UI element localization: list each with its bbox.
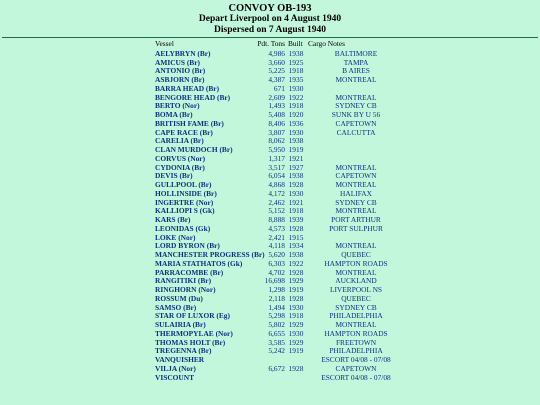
notes-cell: MONTREAL [335, 180, 377, 189]
tons-cell: 5,408 [268, 110, 285, 119]
tons-cell: 1,493 [268, 101, 285, 111]
notes-cell: PHILADELPHIA [329, 311, 383, 321]
built-cell: 1928 [288, 293, 304, 303]
built-cell: 1929 [288, 320, 304, 329]
notes-cell: PORT ARTHUR [331, 215, 381, 224]
notes-cell: CAPETOWN [335, 363, 377, 373]
built-cell: 1930 [288, 127, 304, 137]
vessel-cell: MARIA STATHATOS (Gk) [155, 258, 243, 268]
tons-cell: 5,802 [268, 320, 285, 329]
built-cell: 1934 [288, 241, 304, 251]
built-cell: 1928 [288, 363, 304, 373]
built-cell: 1928 [288, 223, 304, 233]
vessel-cell: BARRA HEAD (Br) [155, 83, 220, 93]
built-cell: 1922 [288, 258, 304, 268]
tons-cell: 4,387 [268, 75, 285, 84]
built-cell: 1918 [288, 66, 304, 76]
tons-cell: 2,421 [268, 232, 285, 242]
tons-cell: 6,655 [268, 328, 285, 338]
vessel-cell: DEVIS (Br) [155, 171, 193, 181]
built-cell: 1921 [288, 197, 304, 207]
built-cell: 1938 [288, 171, 304, 181]
depart-line: Depart Liverpool on 4 August 1940 [198, 14, 342, 24]
vessel-cell: ROSSUM (Du) [155, 293, 203, 303]
notes-cell: MONTREAL [335, 320, 377, 329]
built-cell: 1918 [288, 311, 304, 321]
vessel-cell: KALLIOPI S (Gk) [155, 206, 215, 216]
vessel-cell: RANGITIKI (Br) [155, 276, 212, 286]
tons-cell: 3,660 [268, 57, 285, 67]
vessel-cell: SAMSO (Br) [155, 302, 197, 312]
notes-cell: HALIFAX [340, 188, 372, 198]
built-cell: 1929 [288, 276, 304, 286]
vessel-cell: KARS (Br) [155, 215, 191, 224]
vessel-cell: LOKE (Nor) [155, 232, 196, 242]
tons-cell: 1,494 [268, 302, 285, 312]
notes-cell: TAMPA [343, 57, 369, 67]
notes-cell: HAMPTON ROADS [324, 258, 388, 268]
built-cell: 1936 [288, 118, 304, 128]
built-cell: 1921 [288, 153, 304, 163]
notes-cell: QUEBEC [341, 293, 371, 303]
vessel-cell: CARELIA (Br) [155, 136, 204, 146]
built-cell: 1915 [288, 232, 304, 242]
notes-cell: AUCKLAND [335, 276, 377, 286]
notes-cell: MONTREAL [335, 206, 377, 216]
built-cell: 1927 [288, 162, 304, 172]
tons-cell: 5,152 [268, 206, 285, 216]
notes-cell: BALTIMORE [334, 48, 378, 58]
vessel-cell: BERTO (Nor) [155, 101, 200, 111]
vessel-cell: CORVUS (Nor) [155, 153, 206, 163]
tons-cell: 8,062 [268, 136, 285, 146]
vessel-cell: THERMOPYLAE (Nor) [155, 328, 233, 338]
dispersed-line: Dispersed on 7 August 1940 [214, 25, 326, 35]
vessel-cell: RINGHORN (Nor) [155, 285, 216, 294]
table-row [0, 374, 540, 383]
vessel-cell: LEONIDAS (Gk) [155, 223, 211, 233]
vessel-cell: AMICUS (Br) [155, 57, 200, 67]
built-cell: 1930 [288, 188, 304, 198]
tons-cell: 5,298 [268, 311, 285, 321]
notes-cell: SYDNEY CB [335, 101, 377, 111]
tons-cell: 3,517 [268, 162, 285, 172]
notes-cell: QUEBEC [341, 250, 371, 259]
notes-cell: B AIRES [342, 66, 370, 76]
tons-cell: 3,585 [268, 337, 285, 347]
vessel-cell: HOLLINSIDE (Br) [155, 188, 217, 198]
column-header-tons: Pdt. Tons [257, 39, 285, 48]
vessel-cell: BENGORE HEAD (Br) [155, 92, 231, 102]
notes-cell: PHILADELPHIA [329, 346, 383, 356]
built-cell: 1925 [288, 57, 304, 67]
built-cell: 1938 [288, 48, 304, 58]
notes-cell: SUNK BY U 56 [331, 110, 381, 119]
tons-cell: 8,888 [268, 215, 285, 224]
tons-cell: 5,225 [268, 66, 285, 76]
column-header-built: Built [288, 39, 303, 48]
vessel-cell: VISCOUNT [155, 372, 195, 382]
built-cell: 1919 [288, 285, 304, 294]
tons-cell: 1,317 [268, 153, 285, 163]
vessel-cell: BOMA (Br) [155, 110, 193, 119]
table-row [0, 365, 540, 374]
notes-cell: HAMPTON ROADS [324, 328, 388, 338]
tons-cell: 2,118 [268, 293, 285, 303]
built-cell: 1928 [288, 180, 304, 189]
vessel-cell: VILJA (Nor) [155, 363, 196, 373]
built-cell: 1930 [288, 83, 304, 93]
tons-cell: 1,298 [268, 285, 285, 294]
tons-cell: 16,698 [264, 276, 285, 286]
vessel-cell: LORD BYRON (Br) [155, 241, 220, 251]
tons-cell: 4,118 [268, 241, 285, 251]
notes-cell: LIVERPOOL NS [329, 285, 383, 294]
built-cell: 1939 [288, 215, 304, 224]
table-row [0, 76, 540, 85]
notes-cell: FREETOWN [335, 337, 377, 347]
tons-cell: 5,950 [268, 145, 285, 154]
vessel-cell: CYDONIA (Br) [155, 162, 205, 172]
built-cell: 1935 [288, 75, 304, 84]
notes-cell: MONTREAL [335, 241, 377, 251]
tons-cell: 4,172 [268, 188, 285, 198]
table-body [0, 50, 540, 383]
table-row [0, 347, 540, 356]
page-header [0, 0, 540, 36]
notes-cell: MONTREAL [335, 92, 377, 102]
built-cell: 1919 [288, 346, 304, 356]
built-cell: 1922 [288, 92, 304, 102]
tons-cell: 5,242 [268, 346, 285, 356]
tons-cell: 5,620 [268, 250, 285, 259]
column-header-notes: Cargo Notes [308, 39, 346, 48]
vessel-cell: THOMAS HOLT (Br) [155, 337, 226, 347]
built-cell: 1919 [288, 145, 304, 154]
notes-cell: ESCORT 04/08 - 07/08 [321, 372, 391, 382]
page-title: CONVOY OB-193 [228, 3, 312, 14]
tons-cell: 8,406 [268, 118, 285, 128]
tons-cell: 6,054 [268, 171, 285, 181]
vessel-cell: ASBJORN (Br) [155, 75, 205, 84]
notes-cell: ESCORT 04/08 - 07/08 [321, 355, 391, 364]
vessel-cell: MANCHESTER PROGRESS (Br) [155, 250, 265, 259]
notes-cell: MONTREAL [335, 75, 377, 84]
vessel-cell: ANTONIO (Br) [155, 66, 206, 76]
notes-cell: MONTREAL [335, 162, 377, 172]
tons-cell: 4,868 [268, 180, 285, 189]
tons-cell: 6,672 [268, 363, 285, 373]
tons-cell: 3,807 [268, 127, 285, 137]
vessel-table [0, 40, 540, 382]
tons-cell: 4,702 [268, 267, 285, 277]
vessel-cell: GULLPOOL (Br) [155, 180, 212, 189]
vessel-cell: VANQUISHER [155, 355, 205, 364]
vessel-cell: INGERTRE (Nor) [155, 197, 214, 207]
built-cell: 1920 [288, 110, 304, 119]
tons-cell: 2,462 [268, 197, 285, 207]
horizontal-rule [2, 37, 538, 38]
tons-cell: 4,986 [268, 48, 285, 58]
vessel-cell: BRITISH FAME (Br) [155, 118, 224, 128]
vessel-cell: STAR OF LUXOR (Eg) [155, 311, 230, 321]
built-cell: 1938 [288, 136, 304, 146]
tons-cell: 2,609 [268, 92, 285, 102]
vessel-cell: SULAIRIA (Br) [155, 320, 206, 329]
table-header-row [0, 40, 540, 49]
vessel-cell: PARRACOMBE (Br) [155, 267, 224, 277]
tons-cell: 4,573 [268, 223, 285, 233]
built-cell: 1918 [288, 101, 304, 111]
notes-cell: MONTREAL [335, 267, 377, 277]
notes-cell: CAPETOWN [335, 171, 377, 181]
built-cell: 1930 [288, 328, 304, 338]
built-cell: 1930 [288, 302, 304, 312]
built-cell: 1938 [288, 250, 304, 259]
vessel-cell: CAPE RACE (Br) [155, 127, 213, 137]
built-cell: 1929 [288, 337, 304, 347]
notes-cell: CALCUTTA [336, 127, 376, 137]
built-cell: 1918 [288, 206, 304, 216]
vessel-cell: AELYBRYN (Br) [155, 48, 211, 58]
built-cell: 1928 [288, 267, 304, 277]
notes-cell: SYDNEY CB [335, 302, 377, 312]
tons-cell: 671 [273, 83, 285, 93]
vessel-cell: TREGENNA (Br) [155, 346, 212, 356]
tons-cell: 6,303 [268, 258, 285, 268]
notes-cell: CAPETOWN [335, 118, 377, 128]
column-header-vessel: Vessel [155, 39, 174, 48]
notes-cell: PORT SULPHUR [329, 223, 383, 233]
vessel-cell: CLAN MURDOCH (Br) [155, 145, 233, 154]
notes-cell: SYDNEY CB [335, 197, 377, 207]
